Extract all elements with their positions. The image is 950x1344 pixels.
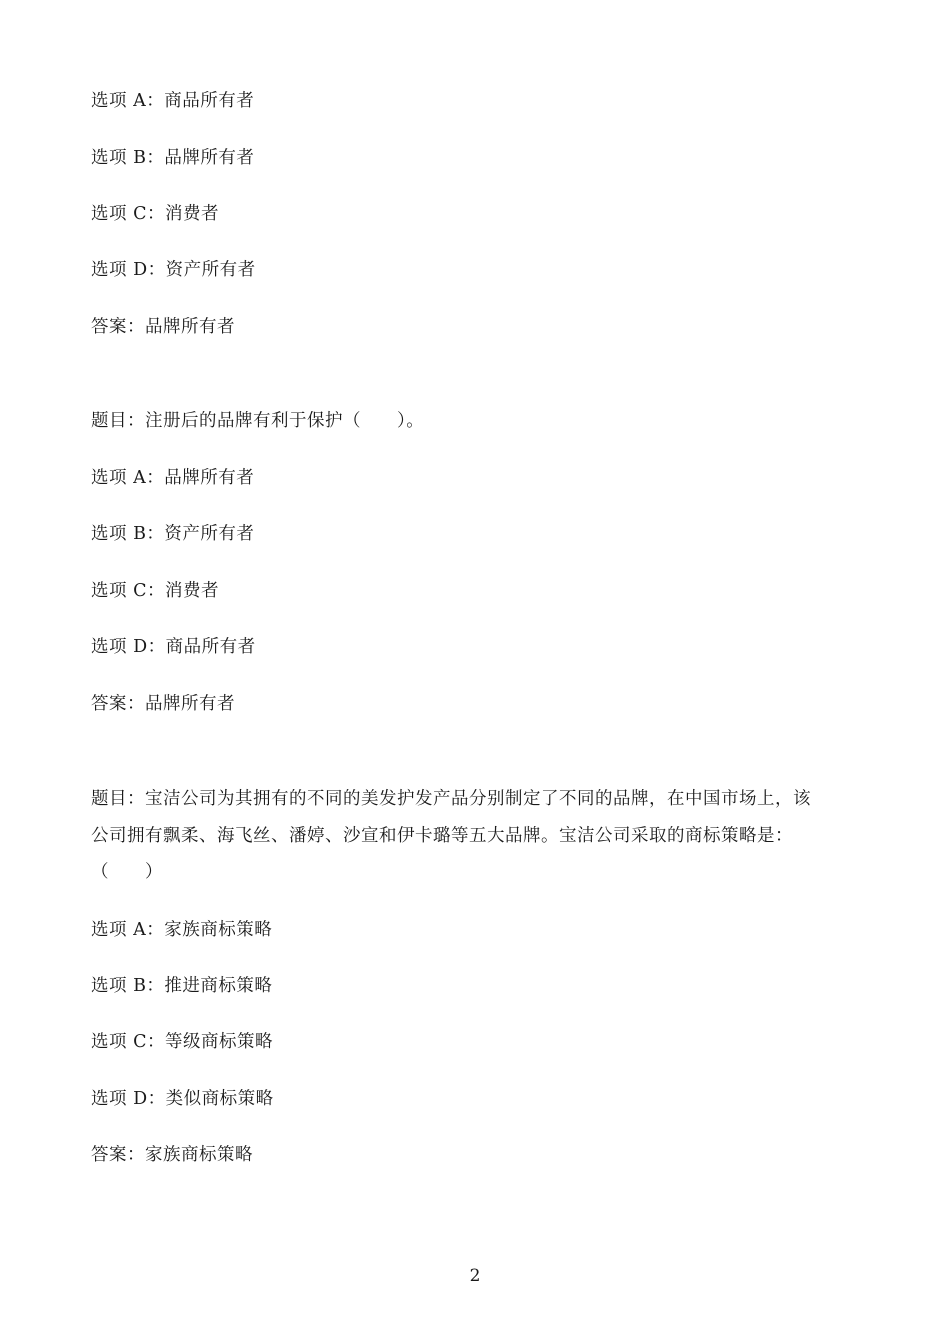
block3-answer: 答案：家族商标策略	[91, 1145, 253, 1165]
block1-option-c: 选项 C：消费者	[91, 204, 219, 224]
block2-option-d: 选项 D：商品所有者	[91, 637, 256, 657]
block3-question-line3: （ ）	[91, 862, 163, 882]
block2-option-b: 选项 B：资产所有者	[91, 524, 255, 544]
block3-option-c: 选项 C：等级商标策略	[91, 1032, 273, 1052]
block1-option-a: 选项 A：商品所有者	[91, 91, 255, 111]
block1-answer: 答案：品牌所有者	[91, 317, 235, 337]
block3-option-a: 选项 A：家族商标策略	[91, 920, 273, 940]
block2-option-c: 选项 C：消费者	[91, 581, 219, 601]
block1-option-d: 选项 D：资产所有者	[91, 260, 256, 280]
block2-answer: 答案：品牌所有者	[91, 694, 235, 714]
block1-option-b: 选项 B：品牌所有者	[91, 148, 255, 168]
block3-question-line2: 公司拥有飘柔、海飞丝、潘婷、沙宣和伊卡璐等五大品牌。宝洁公司采取的商标策略是：	[91, 826, 793, 846]
block2-option-a: 选项 A：品牌所有者	[91, 468, 255, 488]
block3-option-d: 选项 D：类似商标策略	[91, 1089, 274, 1109]
block3-question-line1: 题目：宝洁公司为其拥有的不同的美发护发产品分别制定了不同的品牌，在中国市场上，该	[91, 789, 811, 809]
block2-question: 题目：注册后的品牌有利于保护（ ）。	[91, 411, 425, 431]
page-number: 2	[469, 1266, 481, 1286]
block3-option-b: 选项 B：推进商标策略	[91, 976, 273, 996]
